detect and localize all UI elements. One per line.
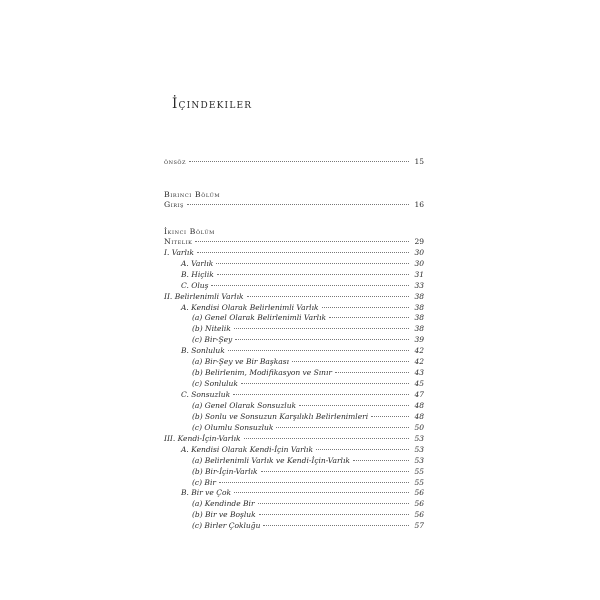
toc-entry-label: (a) Bir-Şey ve Bir Başkası: [192, 357, 289, 367]
leader-dots: [353, 460, 409, 461]
toc-entry-label: (a) Belirlenimli Varlık ve Kendi-İçin-Varlık: [192, 455, 350, 465]
toc-entry-page: 47: [414, 390, 424, 399]
toc-entry[interactable]: [164, 248, 424, 259]
toc-entry[interactable]: [164, 499, 424, 510]
part1-heading: Birinci Bölüm: [164, 189, 221, 199]
toc-entry-page: 38: [414, 324, 424, 334]
toc-entry-page: 56: [414, 499, 424, 509]
toc-entry-label: C. Sonsuzluk: [181, 390, 231, 399]
toc-entry-label: önsöz: [164, 157, 186, 166]
toc-entry-label: B. Sonluluk: [181, 346, 225, 356]
leader-dots: [292, 361, 409, 362]
toc-entry[interactable]: [164, 259, 424, 270]
toc-entry-page: 30: [414, 247, 424, 257]
toc-entry-introduction[interactable]: [164, 200, 424, 211]
leader-dots: [233, 394, 409, 395]
part2-entry-list: [164, 237, 424, 532]
toc-entry-label: Giriş: [164, 199, 184, 209]
toc-entry[interactable]: [164, 401, 424, 412]
toc-entry[interactable]: [164, 478, 424, 489]
toc-entry-label: C. Oluş: [181, 280, 209, 290]
toc-entry-label: (b) Belirlenim, Modifikasyon ve Sınır: [192, 368, 332, 378]
toc-entry-page: 53: [414, 455, 424, 465]
page-title: İçindekiler: [172, 96, 253, 112]
leader-dots: [189, 161, 409, 162]
toc-entry[interactable]: [164, 521, 424, 532]
toc-entry[interactable]: [164, 237, 424, 248]
toc-entry-page: 48: [414, 411, 424, 421]
toc-entry-label: (b) Nitelik: [192, 324, 231, 334]
toc-entry[interactable]: [164, 335, 424, 346]
toc-entry-page: 50: [414, 422, 424, 432]
leader-dots: [217, 274, 409, 275]
toc-entry[interactable]: [164, 368, 424, 379]
toc-entry[interactable]: [164, 445, 424, 456]
leader-dots: [322, 307, 409, 308]
toc-entry-label: (c) Bir-Şey: [192, 335, 233, 345]
toc-entry-page: 33: [414, 280, 424, 290]
toc-entry[interactable]: [164, 303, 424, 314]
toc-entry[interactable]: [164, 412, 424, 423]
toc-entry-page: 16: [414, 199, 424, 209]
toc-entry-page: 56: [414, 488, 424, 498]
leader-dots: [329, 317, 409, 318]
table-of-contents: [164, 157, 424, 532]
spacer: [164, 211, 424, 227]
toc-entry-label: Nitelik: [164, 236, 193, 246]
toc-entry-page: 53: [414, 444, 424, 454]
toc-entry-page: 15: [414, 157, 424, 166]
toc-entry-label: A. Varlık: [181, 258, 214, 268]
leader-dots: [316, 449, 409, 450]
toc-entry[interactable]: [164, 434, 424, 445]
toc-entry[interactable]: [164, 423, 424, 434]
toc-entry-label: B. Bir ve Çok: [181, 488, 232, 498]
toc-entry-label: (b) Sonlu ve Sonsuzun Karşılıklı Belirlenimleri: [192, 411, 369, 421]
leader-dots: [197, 252, 409, 253]
leader-dots: [216, 263, 409, 264]
toc-entry-label: B. Hiçlik: [181, 269, 214, 279]
toc-entry-page: 39: [414, 335, 424, 345]
leader-dots: [263, 525, 409, 526]
toc-entry[interactable]: [164, 270, 424, 281]
leader-dots: [211, 285, 409, 286]
leader-dots: [247, 296, 409, 297]
toc-entry[interactable]: [164, 488, 424, 499]
toc-entry[interactable]: [164, 346, 424, 357]
toc-entry-label: I. Varlık: [164, 247, 194, 257]
leader-dots: [219, 482, 409, 483]
toc-entry-label: (a) Kendinde Bir: [192, 499, 255, 509]
leader-dots: [335, 372, 409, 373]
leader-dots: [187, 204, 409, 205]
toc-entry[interactable]: [164, 379, 424, 390]
leader-dots: [244, 438, 409, 439]
toc-entry-page: 31: [414, 269, 424, 279]
toc-entry-page: 42: [414, 357, 424, 367]
toc-entry-page: 53: [414, 433, 424, 443]
toc-entry-page: 43: [414, 368, 424, 378]
toc-entry-label: A. Kendisi Olarak Kendi-İçin Varlık: [181, 444, 313, 454]
toc-entry-page: 57: [414, 521, 424, 531]
leader-dots: [195, 241, 409, 242]
leader-dots: [258, 503, 409, 504]
leader-dots: [371, 416, 409, 417]
toc-entry-page: 55: [414, 477, 424, 487]
leader-dots: [234, 328, 409, 329]
toc-entry-label: (a) Genel Olarak Sonsuzluk: [192, 400, 297, 410]
toc-entry-label: III. Kendi-İçin-Varlık: [164, 433, 241, 443]
leader-dots: [276, 427, 409, 428]
toc-entry-page: 29: [414, 236, 424, 246]
toc-entry[interactable]: [164, 313, 424, 324]
leader-dots: [261, 471, 409, 472]
toc-entry-page: 38: [414, 291, 424, 301]
leader-dots: [228, 350, 409, 351]
toc-entry-label: A. Kendisi Olarak Belirlenimli Varlık: [181, 302, 319, 312]
part2-heading: İkinci Bölüm: [164, 226, 215, 236]
toc-entry[interactable]: [164, 390, 424, 401]
toc-entry-label: (c) Sonluluk: [192, 379, 238, 389]
toc-entry-page: 38: [414, 302, 424, 312]
toc-entry-page: 30: [414, 258, 424, 268]
toc-entry-page: 55: [414, 466, 424, 476]
toc-entry-label: (c) Bir: [192, 477, 216, 487]
toc-entry[interactable]: [164, 324, 424, 335]
toc-entry-label: (c) Birler Çokluğu: [192, 521, 261, 531]
toc-entry-page: 45: [414, 379, 424, 389]
toc-entry-label: (b) Bir-İçin-Varlık: [192, 466, 258, 476]
leader-dots: [235, 339, 409, 340]
toc-entry[interactable]: [164, 281, 424, 292]
leader-dots: [259, 514, 409, 515]
leader-dots: [299, 405, 409, 406]
toc-entry-label: (b) Bir ve Boşluk: [192, 510, 256, 520]
toc-entry-label: (a) Genel Olarak Belirlenimli Varlık: [192, 313, 327, 323]
toc-entry-label: (c) Olumlu Sonsuzluk: [192, 422, 274, 432]
toc-entry[interactable]: [164, 292, 424, 303]
toc-entry[interactable]: [164, 357, 424, 368]
toc-entry-preface[interactable]: [164, 157, 424, 168]
toc-entry[interactable]: [164, 467, 424, 478]
toc-entry[interactable]: [164, 456, 424, 467]
leader-dots: [234, 492, 409, 493]
spacer: [164, 168, 424, 190]
toc-entry-label: II. Belirlenimli Varlık: [164, 291, 244, 301]
leader-dots: [241, 383, 409, 384]
toc-entry[interactable]: [164, 510, 424, 521]
toc-entry-page: 56: [414, 510, 424, 520]
toc-entry-page: 48: [414, 400, 424, 410]
toc-entry-page: 38: [414, 313, 424, 323]
toc-entry-page: 42: [414, 346, 424, 356]
